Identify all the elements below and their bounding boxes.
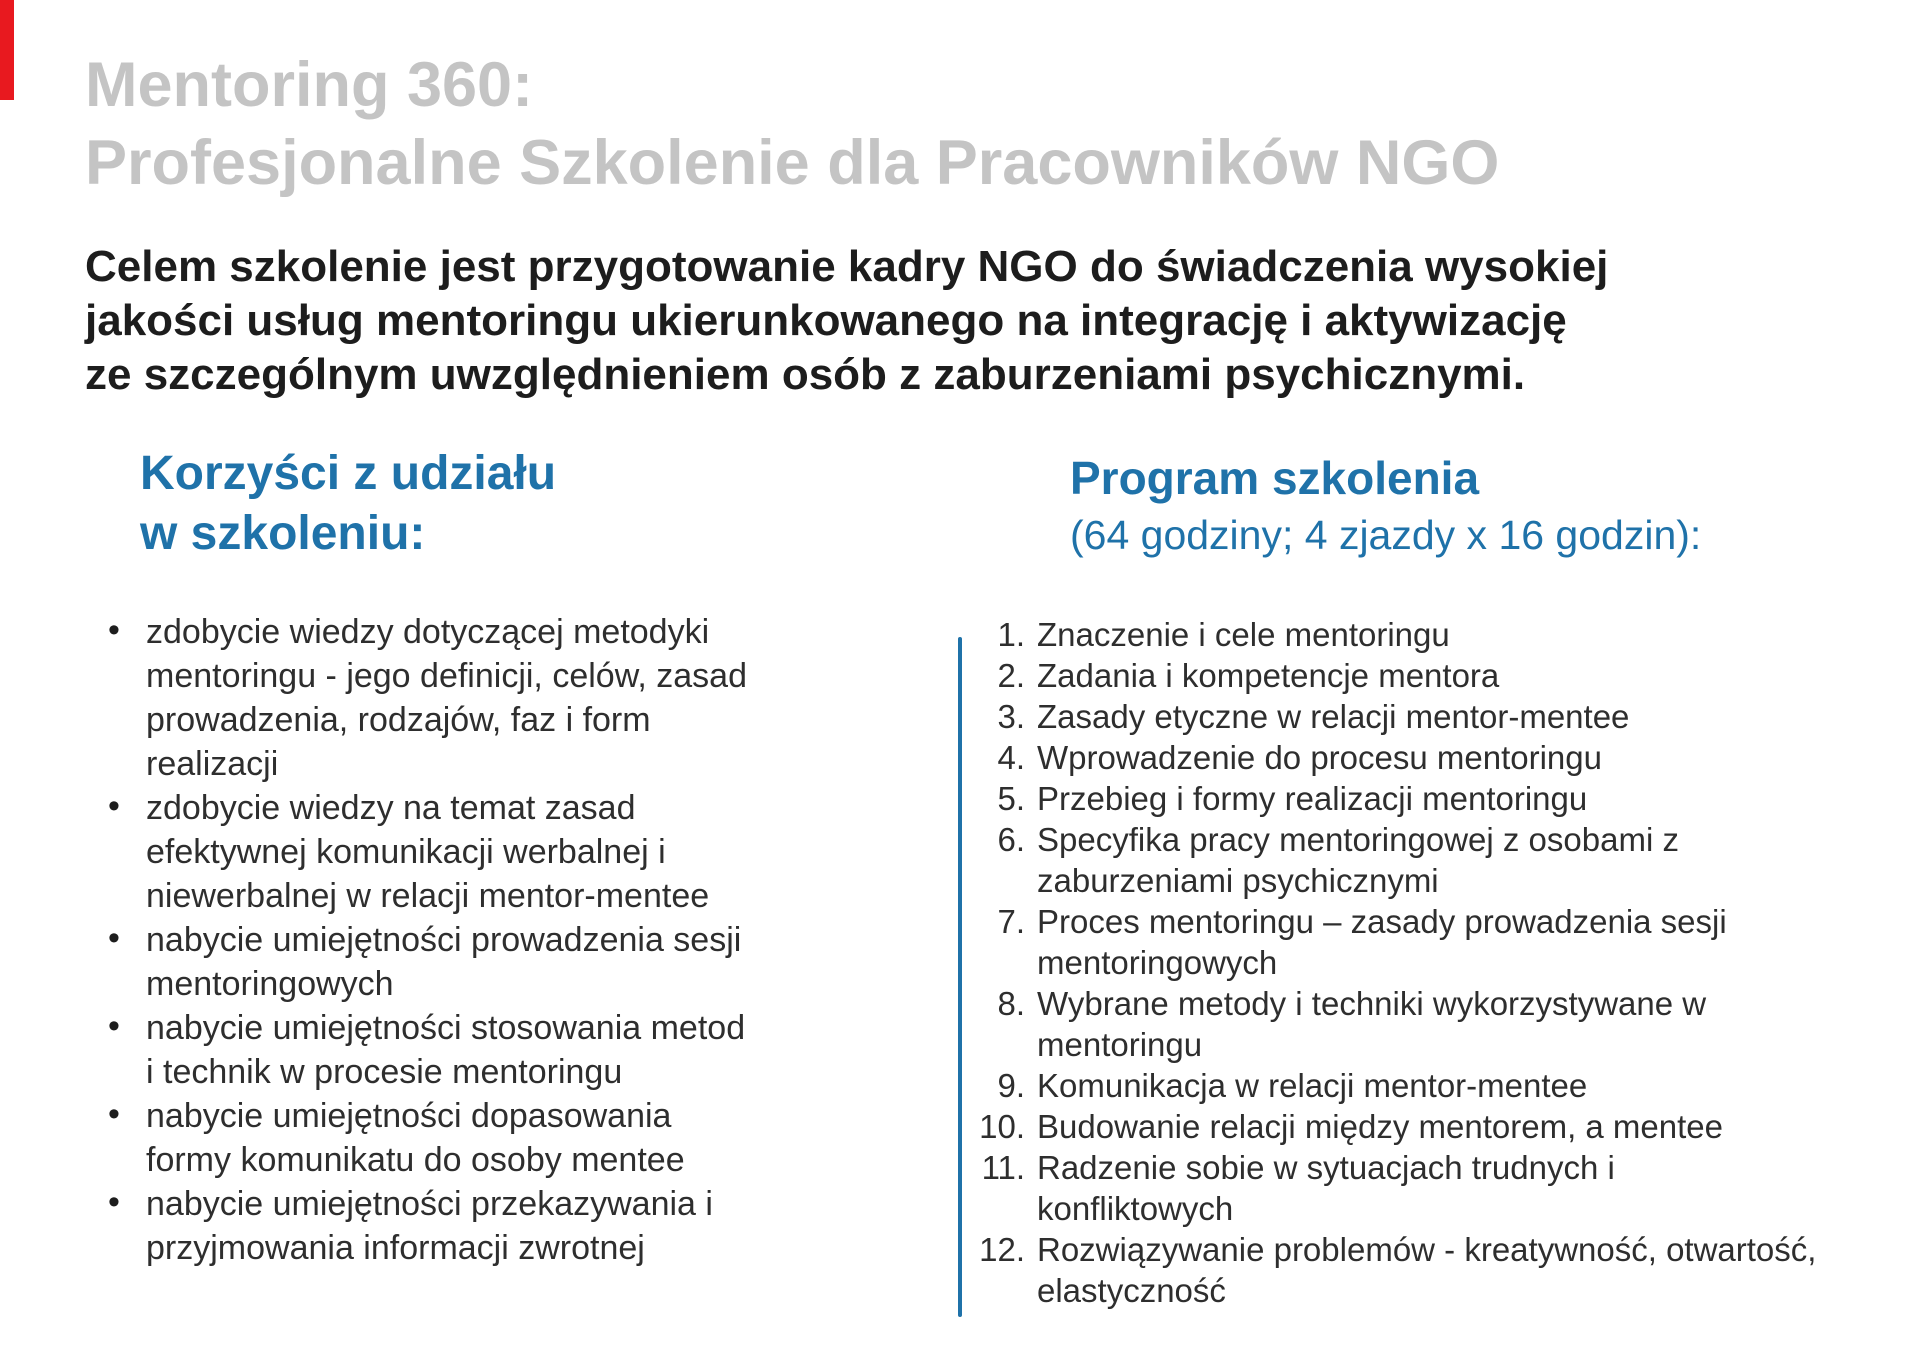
- bullet-dot-icon: •: [108, 1095, 120, 1133]
- item-number: 5.: [997, 780, 1025, 817]
- program-heading-line-1: Program szkolenia: [1070, 452, 1480, 504]
- red-accent-bar: [0, 0, 14, 100]
- bullet-dot-icon: •: [108, 919, 120, 957]
- intro-line-3: ze szczególnym uwzględnieniem osób z zaburzeniami psychicznymi.: [85, 350, 1526, 399]
- benefit-text: zdobycie wiedzy dotyczącej metodyki mentoringu - jego definicji, celów, zasad prowadzenia, rodzajów, faz i form realizacji: [146, 613, 747, 783]
- intro-paragraph: [85, 240, 1608, 402]
- list-item: [975, 696, 1820, 737]
- list-item: [100, 1094, 760, 1182]
- list-item: [975, 1106, 1820, 1147]
- item-number: 2.: [997, 657, 1025, 694]
- program-item-text: Budowanie relacji między mentorem, a mentee: [1037, 1108, 1723, 1145]
- program-heading-line-2: (64 godziny; 4 zjazdy x 16 godzin):: [1070, 512, 1702, 558]
- benefits-heading-line-2: w szkoleniu:: [140, 507, 426, 560]
- item-number: 6.: [997, 821, 1025, 858]
- program-heading: [1070, 450, 1701, 564]
- column-divider: [958, 637, 962, 1317]
- item-number: 3.: [997, 698, 1025, 735]
- list-item: [100, 1006, 760, 1094]
- program-item-text: Przebieg i formy realizacji mentoringu: [1037, 780, 1588, 817]
- list-item: [975, 983, 1820, 1065]
- program-item-text: Komunikacja w relacji mentor-mentee: [1037, 1067, 1588, 1104]
- title-line-1: Mentoring 360:: [85, 50, 534, 120]
- benefits-heading-line-1: Korzyści z udziału: [140, 447, 557, 500]
- benefits-list: [100, 610, 760, 1270]
- intro-line-2: jakości usług mentoringu ukierunkowanego na integrację i aktywizację: [85, 296, 1567, 345]
- program-item-text: Specyfika pracy mentoringowej z osobami z zaburzeniami psychicznymi: [1037, 821, 1679, 899]
- benefit-text: nabycie umiejętności prowadzenia sesji mentoringowych: [146, 921, 742, 1003]
- list-item: [975, 614, 1820, 655]
- benefit-text: nabycie umiejętności przekazywania i przyjmowania informacji zwrotnej: [146, 1185, 713, 1267]
- list-item: [975, 1147, 1820, 1229]
- intro-line-1: Celem szkolenie jest przygotowanie kadry NGO do świadczenia wysokiej: [85, 242, 1609, 291]
- page-title: [85, 46, 1499, 202]
- benefit-text: zdobycie wiedzy na temat zasad efektywnej komunikacji werbalnej i niewerbalnej w relacji mentor-mentee: [146, 789, 710, 915]
- list-item: [975, 819, 1820, 901]
- list-item: [100, 1182, 760, 1270]
- bullet-dot-icon: •: [108, 611, 120, 649]
- bullet-dot-icon: •: [108, 787, 120, 825]
- list-item: [975, 901, 1820, 983]
- benefit-text: nabycie umiejętności dopasowania formy komunikatu do osoby mentee: [146, 1097, 685, 1179]
- program-list: [975, 614, 1820, 1311]
- list-item: [975, 1065, 1820, 1106]
- program-item-text: Radzenie sobie w sytuacjach trudnych i konfliktowych: [1037, 1149, 1615, 1227]
- benefits-heading: [140, 444, 556, 564]
- program-item-text: Zasady etyczne w relacji mentor-mentee: [1037, 698, 1630, 735]
- program-item-text: Wybrane metody i techniki wykorzystywane w mentoringu: [1037, 985, 1707, 1063]
- title-line-2: Profesjonalne Szkolenie dla Pracowników NGO: [85, 128, 1500, 198]
- item-number: 4.: [997, 739, 1025, 776]
- list-item: [975, 655, 1820, 696]
- program-item-text: Wprowadzenie do procesu mentoringu: [1037, 739, 1602, 776]
- list-item: [100, 918, 760, 1006]
- item-number: 9.: [997, 1067, 1025, 1104]
- program-item-text: Zadania i kompetencje mentora: [1037, 657, 1500, 694]
- program-item-text: Znaczenie i cele mentoringu: [1037, 616, 1450, 653]
- program-item-text: Proces mentoringu – zasady prowadzenia sesji mentoringowych: [1037, 903, 1727, 981]
- item-number: 10.: [979, 1108, 1025, 1145]
- benefit-text: nabycie umiejętności stosowania metod i technik w procesie mentoringu: [146, 1009, 746, 1091]
- item-number: 1.: [997, 616, 1025, 653]
- bullet-dot-icon: •: [108, 1007, 120, 1045]
- program-item-text: Rozwiązywanie problemów - kreatywność, otwartość, elastyczność: [1037, 1231, 1817, 1309]
- item-number: 8.: [997, 985, 1025, 1022]
- item-number: 12.: [979, 1231, 1025, 1268]
- list-item: [100, 786, 760, 918]
- item-number: 7.: [997, 903, 1025, 940]
- item-number: 11.: [981, 1149, 1025, 1186]
- list-item: [975, 737, 1820, 778]
- list-item: [975, 778, 1820, 819]
- list-item: [100, 610, 760, 786]
- list-item: [975, 1229, 1820, 1311]
- bullet-dot-icon: •: [108, 1183, 120, 1221]
